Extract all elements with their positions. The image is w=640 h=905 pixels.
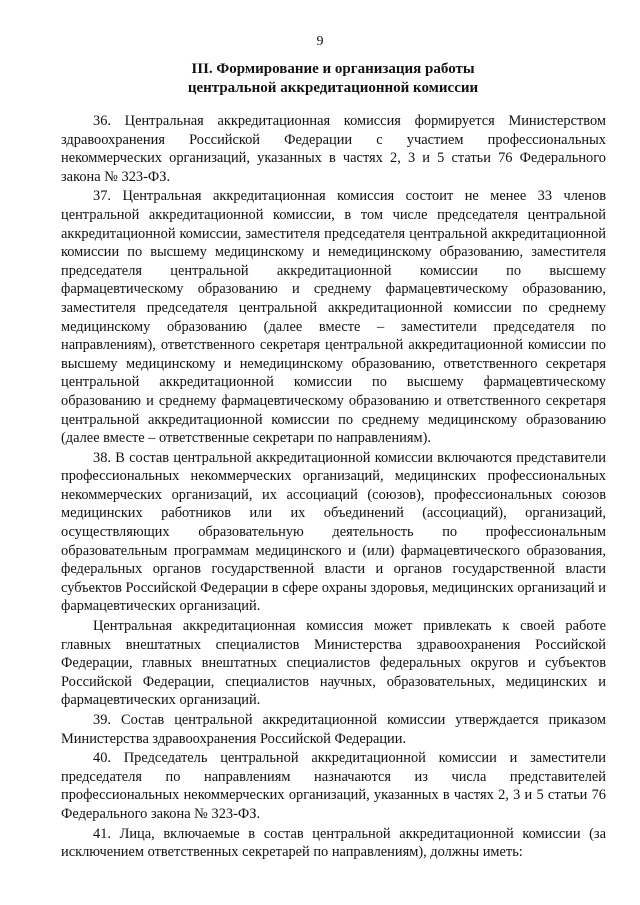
paragraph-41: 41. Лица, включаемые в состав центральной аккредитационной комиссии (за исключением ответственных секретарей по направлениям), должны иметь: [61, 825, 606, 861]
page-number: 9 [316, 34, 324, 49]
section-title-line-2: центральной аккредитационной комиссии [187, 80, 479, 96]
section-title-line-1: III. Формирование и организация работы [191, 61, 475, 77]
paragraph-36: 36. Центральная аккредитационная комиссия формируется Министерством здравоохранения Российской Федерации с участием профессиональных некоммерческих организаций, указанных в частях 2, 3 и 5 статьи 76 Федерального закона № 323-ФЗ. [61, 113, 606, 185]
paragraph-38-continuation: Центральная аккредитационная комиссия может привлекать к своей работе главных внештатных специалистов Министерства здравоохранения Российской Федерации, главных внештатных специалистов федеральных округов и субъектов Российской Федерации, специалистов научных, образовательных, медицинских и фармацевтических организаций. [61, 618, 606, 709]
section-heading [60, 60, 606, 98]
paragraph-40: 40. Председатель центральной аккредитационной комиссии и заместители председателя по направлениям назначаются из числа представителей профессиональных некоммерческих организаций, указанных в частях 2, 3 и 5 статьи 76 Федерального закона № 323-ФЗ. [61, 750, 606, 822]
paragraph-39: 39. Состав центральной аккредитационной комиссии утверждается приказом Министерства здравоохранения Российской Федерации. [61, 712, 606, 747]
paragraph-38: 38. В состав центральной аккредитационной комиссии включаются представители профессиональных некоммерческих организаций, медицинских профессиональных некоммерческих организаций, их ассоциаций (союзов), профессиональных союзов медицинских работников или их объединений (ассоциаций), организаций, осуществляющих образовательную деятельность по профессиональным образовательным программам медицинского и (или) фармацевтического образования, федеральных органов государственной власти и органов государственной власти субъектов Российской Федерации в сфере охраны здоровья, медицинских организаций и фармацевтических организаций. [61, 449, 606, 615]
paragraph-37: 37. Центральная аккредитационная комиссия состоит не менее 33 членов центральной аккредитационной комиссии, в том числе председателя центральной аккредитационной комиссии, заместителя председателя центральной аккредитационной комиссии по высшему медицинскому и немедицинскому образованию, заместителя председателя центральной аккредитационной комиссии по высшему фармацевтическому образованию и среднему фармацевтическому образованию, заместителя председателя центральной аккредитационной комиссии по среднему медицинскому образованию (далее вместе – заместители председателя по направлениям), ответственного секретаря центральной аккредитационной комиссии по высшему медицинскому и немедицинскому образованию, ответственного секретаря центральной аккредитационной комиссии по высшему фармацевтическому образованию и среднему фармацевтическому образованию и ответственного секретаря центральной аккредитационной комиссии по среднему медицинскому образованию (далее вместе – ответственные секретари по направлениям). [61, 188, 606, 447]
document-body [61, 112, 606, 863]
